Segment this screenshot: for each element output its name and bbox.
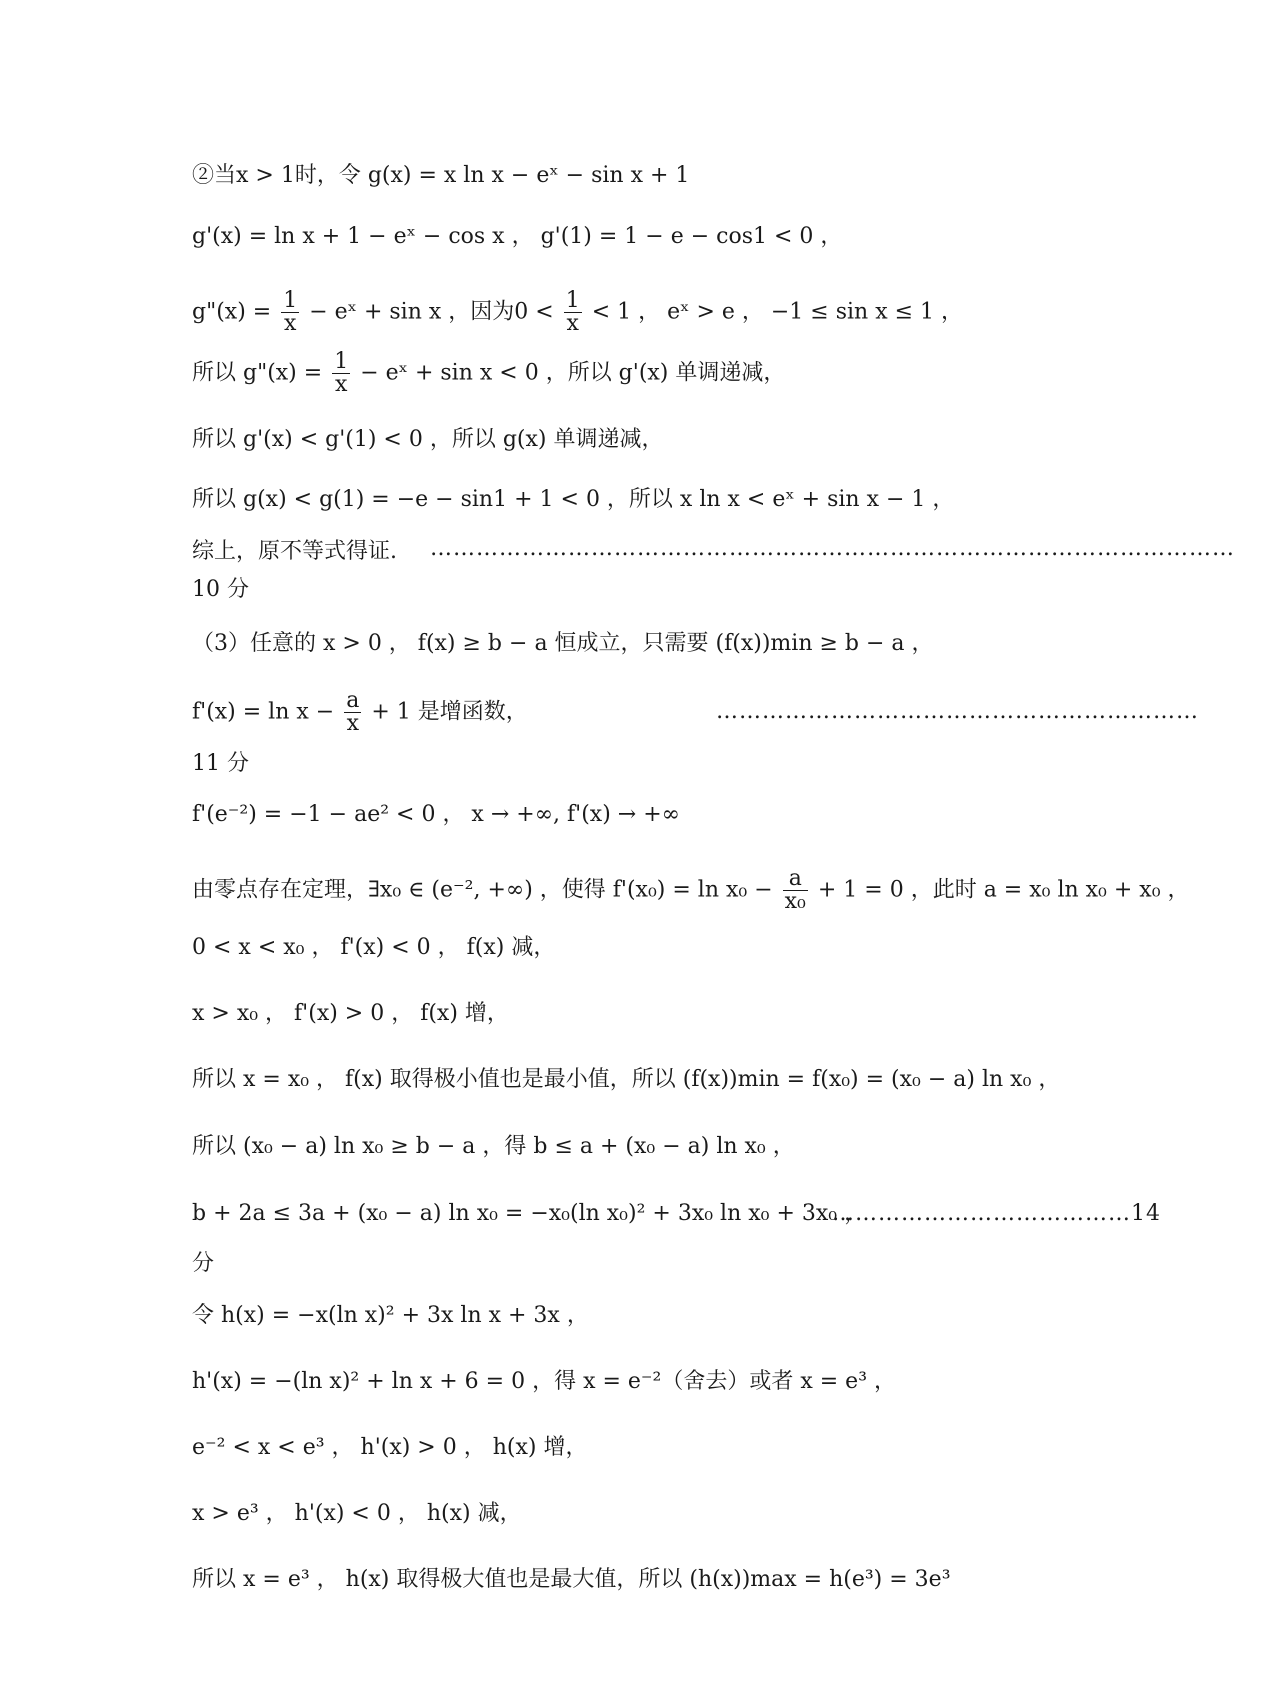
math-span: − eˣ + sin x < 0 ，所以 g'(x) 单调递减， bbox=[353, 360, 786, 386]
text-line bbox=[192, 290, 963, 335]
dot-leader: …………………………………………………………………………………………… bbox=[430, 536, 1235, 561]
score-line: 10 分 bbox=[192, 577, 249, 602]
fraction bbox=[344, 690, 361, 735]
text-line: 所以 (x₀ − a) ln x₀ ≥ b − a ，得 b ≤ a + (x₀ − a) ln x₀ ， bbox=[192, 1134, 795, 1159]
text-line: 综上，原不等式得证. bbox=[192, 539, 397, 564]
math-span: + 1 = 0 ，此时 a = x₀ ln x₀ + x₀ ， bbox=[810, 877, 1190, 903]
fraction bbox=[564, 290, 582, 335]
text-line: 所以 x = e³ ， h(x) 取得极大值也是最大值，所以 (h(x))max = h(e³) = 3e³ bbox=[192, 1567, 951, 1592]
math-span: 由零点存在定理，∃x₀ ∈ (e⁻², +∞) ，使得 f'(x₀) = ln x₀ − bbox=[192, 877, 780, 903]
text-line: f'(e⁻²) = −1 − ae² < 0 ， x → +∞, f'(x) → +∞ bbox=[192, 802, 680, 827]
fraction-denominator: x bbox=[566, 311, 579, 336]
math-span: + 1 是增函数， bbox=[364, 699, 528, 725]
text-line: 0 < x < x₀ ， f'(x) < 0 ， f(x) 减， bbox=[192, 935, 556, 960]
text-line bbox=[192, 690, 528, 735]
dot-leader: ……………………………………………………… bbox=[716, 699, 1199, 724]
text-line bbox=[192, 868, 1190, 913]
fraction-numerator: a bbox=[783, 868, 808, 891]
text-line: x > x₀ ， f'(x) > 0 ， f(x) 增， bbox=[192, 1001, 509, 1026]
fraction-denominator: x bbox=[283, 311, 297, 336]
math-span: 所以 g"(x) = bbox=[192, 360, 330, 386]
score-line: 分 bbox=[192, 1251, 215, 1276]
text-line: b + 2a ≤ 3a + (x₀ − a) ln x₀ = −x₀(ln x₀)² + 3x₀ ln x₀ + 3x₀ ， bbox=[192, 1201, 867, 1226]
text-line: ②当x > 1时，令 g(x) = x ln x − eˣ − sin x + 1 bbox=[192, 163, 690, 188]
math-span: − eˣ + sin x ，因为0 < bbox=[302, 299, 561, 325]
text-line: e⁻² < x < e³ ， h'(x) > 0 ， h(x) 增， bbox=[192, 1435, 588, 1460]
fraction-numerator: 1 bbox=[334, 349, 349, 374]
text-line bbox=[192, 351, 785, 396]
math-span: g"(x) = bbox=[192, 299, 279, 325]
fraction bbox=[332, 351, 350, 396]
text-line: 所以 x = x₀ ， f(x) 取得极小值也是最小值，所以 (f(x))min = f(x₀) = (x₀ − a) ln x₀ ， bbox=[192, 1067, 1061, 1092]
fraction-denominator: x bbox=[346, 711, 359, 736]
fraction-numerator: 1 bbox=[565, 288, 580, 313]
fraction-numerator: a bbox=[346, 688, 360, 713]
score-line: 11 分 bbox=[192, 751, 249, 776]
text-line: g'(x) = ln x + 1 − eˣ − cos x ， g'(1) = 1 − e − cos1 < 0 ， bbox=[192, 224, 843, 249]
math-span: < 1 ， eˣ > e ， −1 ≤ sin x ≤ 1 ， bbox=[584, 299, 964, 325]
text-line: 所以 g(x) < g(1) = −e − sin1 + 1 < 0 ，所以 x ln x < eˣ + sin x − 1 ， bbox=[192, 487, 955, 512]
text-line: （3）任意的 x > 0 ， f(x) ≥ b − a 恒成立，只需要 (f(x))min ≥ b − a ， bbox=[192, 631, 934, 656]
fraction-denominator: x₀ bbox=[784, 889, 806, 914]
fraction-denominator: x bbox=[334, 372, 348, 397]
text-line: 所以 g'(x) < g'(1) < 0 ，所以 g(x) 单调递减， bbox=[192, 427, 664, 452]
fraction bbox=[281, 290, 299, 335]
text-line: x > e³ ， h'(x) < 0 ， h(x) 减， bbox=[192, 1501, 522, 1526]
fraction bbox=[783, 868, 808, 913]
dot-leader: …………………………………14 bbox=[832, 1201, 1161, 1226]
text-line: 令 h(x) = −x(ln x)² + 3x ln x + 3x ， bbox=[192, 1303, 589, 1328]
text-line: h'(x) = −(ln x)² + ln x + 6 = 0 ，得 x = e⁻²（舍去）或者 x = e³ ， bbox=[192, 1369, 897, 1394]
fraction-numerator: 1 bbox=[283, 288, 298, 313]
math-span: f'(x) = ln x − bbox=[192, 699, 342, 725]
